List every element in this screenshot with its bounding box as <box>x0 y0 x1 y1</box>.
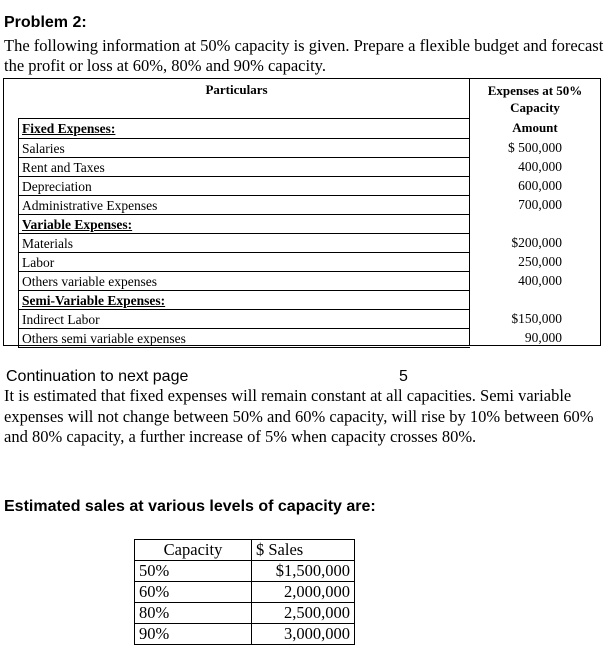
expense-amount: 700,000 <box>518 197 562 212</box>
expense-row: Indirect Labor <box>19 309 470 328</box>
assumption-text: It is estimated that fixed expenses will remain constant at all capacities. Semi variable expenses will not change between 50% and 60% capacity, will rise by 10% between 60% and 80% capacity, a further increase of 5% when capacity crosses 80%. <box>4 386 594 446</box>
sales-cell: 2,500,000 <box>252 603 355 624</box>
expenses-header: Expenses at 50% Capacity <box>487 83 583 115</box>
sales-table <box>134 539 355 645</box>
particulars-header: Particulars <box>205 82 268 97</box>
sales-header-row <box>135 540 355 561</box>
sales-row <box>135 582 355 603</box>
expense-row: Depreciation <box>19 176 470 195</box>
expense-row: Others variable expenses <box>19 271 470 290</box>
expense-amount: $ 500,000 <box>508 140 562 155</box>
expense-amount: 250,000 <box>518 254 562 269</box>
sales-row <box>135 624 355 645</box>
expense-category-heading: Fixed Expenses: <box>22 121 116 136</box>
expense-category-heading: Semi-Variable Expenses: <box>19 290 470 309</box>
expense-row: Administrative Expenses <box>19 195 470 214</box>
problem-title: Problem 2: <box>4 14 87 31</box>
sales-row <box>135 603 355 624</box>
sales-header: $ Sales <box>252 540 355 561</box>
sales-cell: 3,000,000 <box>252 624 355 645</box>
expense-amount: 600,000 <box>518 178 562 193</box>
sales-row <box>135 561 355 582</box>
problem-intro: The following information at 50% capacity is given. Prepare a flexible budget and forecast the profit or loss at 60%, 80% and 90% capacity. <box>4 36 604 75</box>
capacity-cell: 50% <box>135 561 252 582</box>
sales-heading: Estimated sales at various levels of capacity are: <box>4 498 376 515</box>
expense-category-heading: Variable Expenses: <box>19 214 470 233</box>
expense-row: Salaries <box>19 138 470 157</box>
expense-row: Materials <box>19 233 470 252</box>
expense-amount: $150,000 <box>511 311 562 326</box>
expense-rows <box>18 118 470 348</box>
capacity-cell: 80% <box>135 603 252 624</box>
expense-table <box>3 78 601 346</box>
sales-cell: 2,000,000 <box>252 582 355 603</box>
sales-body <box>135 561 355 645</box>
capacity-cell: 60% <box>135 582 252 603</box>
amount-header: Amount <box>512 120 558 135</box>
expense-amount: 400,000 <box>518 159 562 174</box>
capacity-cell: 90% <box>135 624 252 645</box>
expense-row: Labor <box>19 252 470 271</box>
capacity-header: Capacity <box>135 540 252 561</box>
continuation-note: Continuation to next page <box>6 368 189 385</box>
expense-amount: 90,000 <box>524 330 562 345</box>
expense-row: Rent and Taxes <box>19 157 470 176</box>
expense-row: Others semi variable expenses <box>19 328 470 347</box>
sales-cell: $1,500,000 <box>252 561 355 582</box>
expense-amount: $200,000 <box>511 235 562 250</box>
page-number: 5 <box>399 368 408 385</box>
expense-amount: 400,000 <box>518 273 562 288</box>
